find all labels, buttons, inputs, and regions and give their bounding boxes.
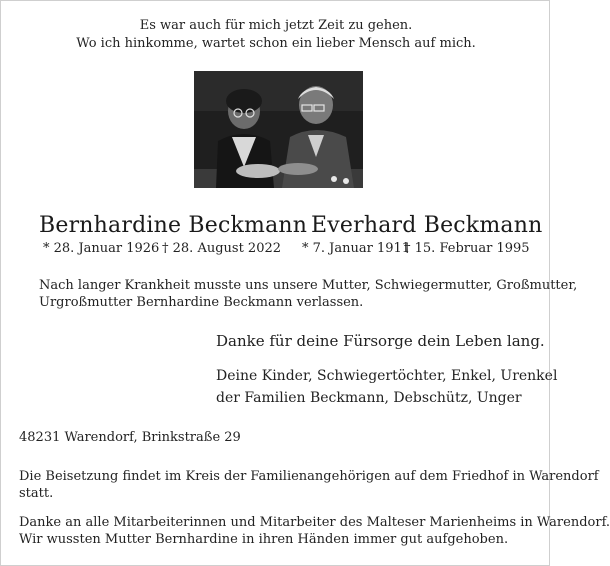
gratitude-line-2: Wir wussten Mutter Bernhardine in ihren Händen immer gut aufgehoben. [19, 532, 509, 547]
family-line-1: Deine Kinder, Schwiegertöchter, Enkel, Urenkel [216, 368, 558, 384]
announcement-line-1: Nach langer Krankheit musste uns unsere Mutter, Schwiegermutter, Großmutter, [39, 278, 578, 293]
person-2-born: * 7. Januar 1911 [302, 241, 411, 256]
poem-line-1: Es war auch für mich jetzt Zeit zu gehen. [139, 18, 413, 33]
announcement-line-2: Urgroßmutter Bernhardine Beckmann verlassen. [39, 295, 364, 310]
gratitude-line-1: Danke an alle Mitarbeiterinnen und Mitarbeiter des Malteser Marienheims in Warendorf. [19, 515, 610, 530]
funeral-line-1: Die Beisetzung findet im Kreis der Familienangehörigen auf dem Friedhof in Warendorf [19, 469, 599, 484]
person-1-died: † 28. August 2022 [162, 241, 282, 256]
funeral-line-2: statt. [19, 486, 54, 501]
poem-line-2: Wo ich hinkomme, wartet schon ein lieber Mensch auf mich. [76, 36, 476, 51]
family-line-2: der Familien Beckmann, Debschütz, Unger [216, 390, 522, 406]
thanks-line: Danke für deine Fürsorge dein Leben lang. [216, 332, 545, 350]
address: 48231 Warendorf, Brinkstraße 29 [19, 430, 241, 445]
person-1-name: Bernhardine Beckmann [39, 213, 308, 238]
person-2-name: Everhard Beckmann [311, 213, 543, 238]
person-2-died: † 15. Februar 1995 [404, 241, 530, 256]
portrait-photo [194, 71, 363, 188]
person-1-born: * 28. Januar 1926 [43, 241, 160, 256]
